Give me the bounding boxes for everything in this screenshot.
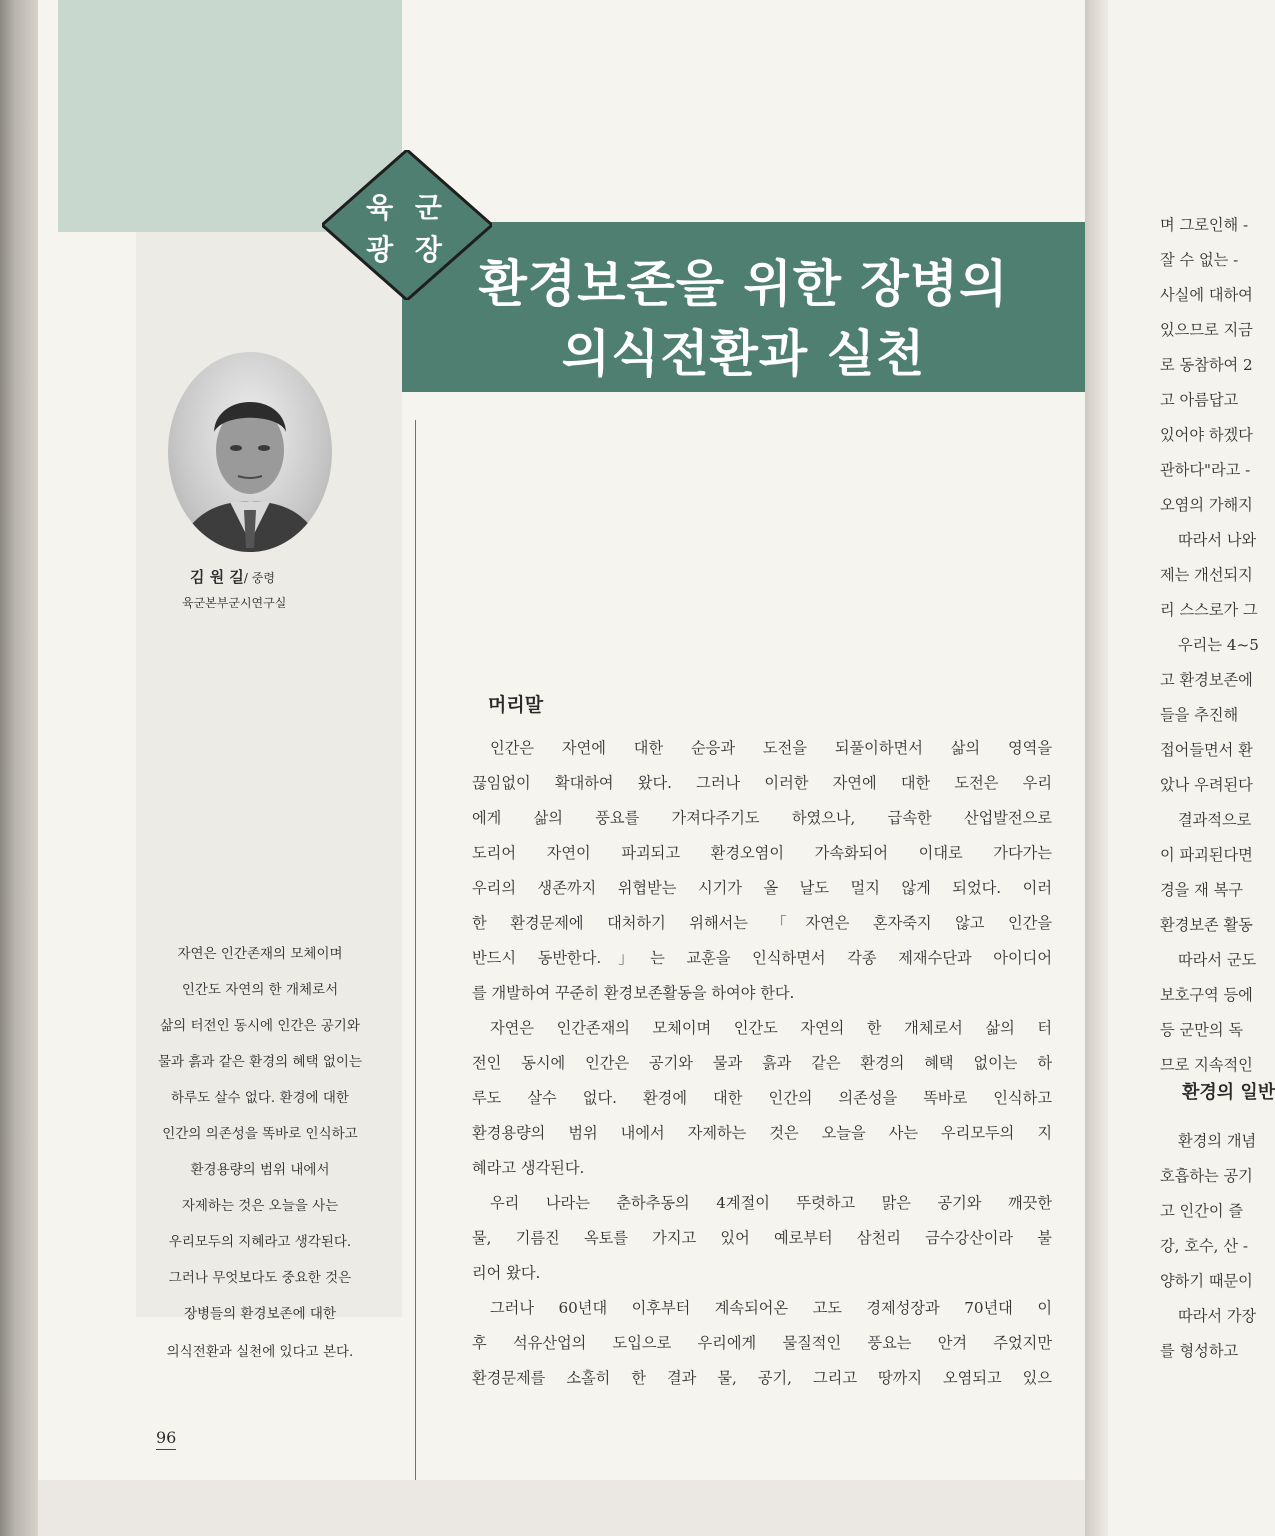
column-label-line1: 육 군 [366, 191, 448, 224]
right-page-line: 므로 지속적인 [1160, 1056, 1253, 1074]
article-title-line1: 환경보존을 위한 장병의 [478, 255, 1009, 313]
right-page-line: 보호구역 등에 [1160, 986, 1253, 1004]
pull-quote-line: 삶의 터전인 동시에 인간은 공기와 [160, 1018, 360, 1034]
pull-quote-line: 인간의 의존성을 똑바로 인식하고 [162, 1126, 358, 1142]
body-line: 전인 동시에 인간은 공기와 물과 흙과 같은 환경의 혜택 없이는 하 [472, 1054, 1052, 1072]
pull-quote-line: 하루도 살수 없다. 환경에 대한 [171, 1090, 349, 1106]
pull-quote-line: 장병들의 환경보존에 대한 [183, 1306, 337, 1322]
page-number: 96 [156, 1428, 176, 1450]
pull-quote-line: 인간도 자연의 한 개체로서 [181, 982, 339, 998]
right-page-line: 접어들면서 환 [1160, 741, 1253, 759]
body-line: 에게 삶의 풍요를 가져다주기도 하였으나, 급속한 산업발전으로 [472, 809, 1052, 827]
right-page-line: 았나 우려된다 [1160, 776, 1253, 794]
right-page-line: 따라서 가장 [1178, 1307, 1257, 1325]
right-page-line: 우리는 4~5 [1178, 636, 1259, 654]
body-line: 혜라고 생각된다. [472, 1159, 585, 1177]
right-page-line: 오염의 가해지 [1160, 496, 1253, 514]
right-page-line: 환경보존 활동 [1160, 916, 1253, 934]
right-page-line: 따라서 군도 [1178, 951, 1257, 969]
body-line: 환경문제를 소홀히 한 결과 물, 공기, 그리고 땅까지 오염되고 있으 [472, 1369, 1052, 1387]
column-label-line2: 광 장 [366, 233, 448, 266]
title-banner [402, 222, 1085, 392]
body-line: 끊임없이 확대하여 왔다. 그러나 이러한 자연에 대한 도전은 우리 [472, 774, 1052, 792]
pull-quote-line: 우리모두의 지혜라고 생각된다. [168, 1234, 352, 1250]
right-page-line: 관하다"라고 - [1160, 461, 1251, 479]
author-photo [168, 352, 332, 552]
right-page-line: 로 동참하여 2 [1160, 356, 1253, 374]
right-page-line: 잘 수 없는 - [1160, 251, 1239, 269]
right-page-line: 경을 재 복구 [1160, 881, 1244, 899]
body-line: 루도 살수 없다. 환경에 대한 인간의 의존성을 똑바로 인식하고 [472, 1089, 1052, 1107]
pull-quote-line: 자연은 인간존재의 모체이며 [177, 946, 343, 962]
right-page-line: 고 인간이 즐 [1160, 1202, 1244, 1220]
right-page-line: 결과적으로 [1178, 811, 1252, 829]
body-line: 인간은 자연에 대한 순응과 도전을 되풀이하면서 삶의 영역을 [490, 739, 1052, 757]
body-line: 그러나 60년대 이후부터 계속되어온 고도 경제성장과 70년대 이 [490, 1299, 1052, 1317]
right-page-line: 들을 추진해 [1160, 706, 1239, 724]
body-line: 자연은 인간존재의 모체이며 인간도 자연의 한 개체로서 삶의 터 [490, 1019, 1052, 1037]
body-line: 반드시 동반한다.」는 교훈을 인식하면서 각종 제재수단과 아이디어 [472, 949, 1052, 967]
right-page-line: 고 아름답고 [1160, 391, 1239, 409]
pull-quote-line: 그러나 무엇보다도 중요한 것은 [168, 1270, 352, 1286]
body-line: 환경용량의 범위 내에서 자제하는 것은 오늘을 사는 우리모두의 지 [472, 1124, 1052, 1142]
section-heading: 머리말 [488, 694, 544, 716]
body-line: 를 개발하여 꾸준히 환경보존활동을 하여야 한다. [472, 984, 795, 1002]
body-line: 우리의 생존까지 위협받는 시기가 올 날도 멀지 않게 되었다. 이러 [472, 879, 1052, 897]
right-page-line: 이 파괴된다면 [1160, 846, 1253, 864]
right-page-line: 양하기 때문이 [1160, 1272, 1253, 1290]
body-line: 리어 왔다. [472, 1264, 541, 1282]
author-name [190, 566, 350, 587]
column-divider [415, 420, 416, 1480]
body-line: 우리 나라는 춘하추동의 4계절이 뚜렷하고 맑은 공기와 깨끗한 [490, 1194, 1052, 1212]
pull-quote-line: 의식전환과 실천에 있다고 본다. [166, 1344, 354, 1360]
right-page-line: 있으므로 지금 [1160, 321, 1253, 339]
author-affiliation: 육군본부군시연구실 [182, 596, 287, 610]
pull-quote-line: 자제하는 것은 오늘을 사는 [181, 1198, 339, 1214]
right-page-line: 를 형성하고 [1160, 1342, 1239, 1360]
pull-quote-line: 환경용량의 범위 내에서 [190, 1162, 330, 1178]
article-title-line2: 의식전환과 실천 [561, 325, 926, 383]
author-rank: / 중령 [243, 571, 275, 585]
body-line: 도리어 자연이 파괴되고 환경오염이 가속화되어 이대로 가다가는 [472, 844, 1052, 862]
right-page-line: 사실에 대하여 [1160, 286, 1253, 304]
right-page-line: 며 그로인해 - [1160, 216, 1249, 234]
right-page-line: 강, 호수, 산 - [1160, 1237, 1248, 1255]
right-page-line: 등 군만의 독 [1160, 1021, 1244, 1039]
right-page-line: 고 환경보존에 [1160, 671, 1253, 689]
binding-edge [0, 0, 38, 1536]
pull-quote-line: 물과 흙과 같은 환경의 혜택 없이는 [157, 1054, 363, 1070]
body-line: 물, 기름진 옥토를 가지고 있어 예로부터 삼천리 금수강산이라 불 [472, 1229, 1052, 1247]
right-page-line: 제는 개선되지 [1160, 566, 1253, 584]
right-page-heading: 환경의 일반 [1182, 1082, 1275, 1103]
body-line: 한 환경문제에 대처하기 위해서는 「자연은 혼자죽지 않고 인간을 [472, 914, 1052, 932]
right-page-line: 호흡하는 공기 [1160, 1167, 1253, 1185]
right-page-line: 따라서 나와 [1178, 531, 1257, 549]
author-name-text: 김 원 길 [190, 568, 244, 586]
right-page-line: 리 스스로가 그 [1160, 601, 1258, 619]
right-page-line: 있어야 하겠다 [1160, 426, 1253, 444]
right-page-line: 환경의 개념 [1178, 1132, 1257, 1150]
body-line: 후 석유산업의 도입으로 우리에게 물질적인 풍요는 안겨 주었지만 [472, 1334, 1052, 1352]
